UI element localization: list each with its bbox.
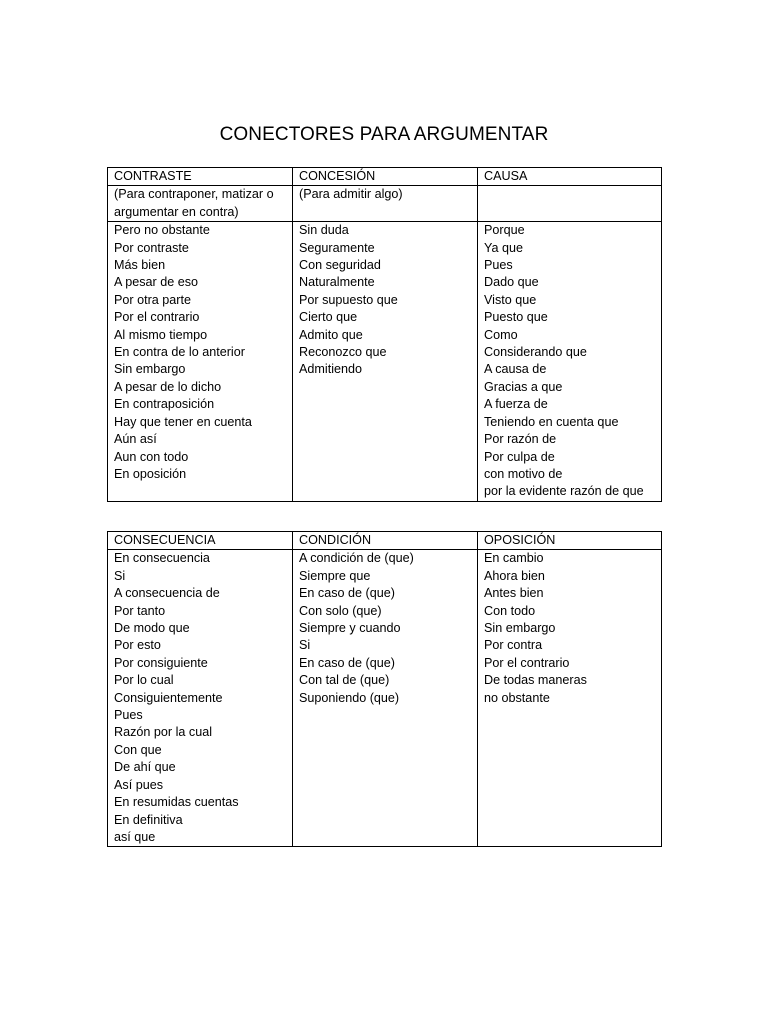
table-body-row xyxy=(108,222,662,502)
list-item: Razón por la cual xyxy=(114,725,213,740)
list-item: Teniendo en cuenta que xyxy=(484,414,619,429)
list-condicion xyxy=(293,550,478,847)
list-item: A fuerza de xyxy=(484,397,548,412)
header-causa: CAUSA xyxy=(478,168,662,186)
note-text: (Para admitir algo) xyxy=(299,187,403,202)
list-item: Por contraste xyxy=(114,240,189,255)
table-body-row xyxy=(108,550,662,847)
header-oposicion: OPOSICIÓN xyxy=(478,532,662,550)
header-concesion: CONCESIÓN xyxy=(293,168,478,186)
list-item: En resumidas cuentas xyxy=(114,795,239,810)
list-item: Aún así xyxy=(114,432,157,447)
list-item: Pues xyxy=(114,708,143,723)
connectors-table-1 xyxy=(107,167,662,502)
connectors-table-2 xyxy=(107,531,662,847)
list-item: Seguramente xyxy=(299,240,375,255)
list-item: Sin duda xyxy=(299,223,349,238)
list-item: A pesar de lo dicho xyxy=(114,379,222,394)
list-item: Hay que tener en cuenta xyxy=(114,414,252,429)
list-item: Con seguridad xyxy=(299,258,381,273)
list-item: por la evidente razón de que xyxy=(484,484,644,499)
list-item: De modo que xyxy=(114,621,190,636)
list-item: Suponiendo (que) xyxy=(299,690,400,705)
note-text: (Para contraponer, matizar o argumentar en contra) xyxy=(114,187,274,219)
list-item: no obstante xyxy=(484,690,550,705)
list-oposicion xyxy=(478,550,662,847)
list-item: Por tanto xyxy=(114,603,166,618)
list-item: Dado que xyxy=(484,275,539,290)
note-contraste xyxy=(108,186,293,222)
list-item: Si xyxy=(114,568,126,583)
list-item: Sin embargo xyxy=(484,621,556,636)
list-item: Pues xyxy=(484,258,513,273)
list-item: A condición de (que) xyxy=(299,551,414,566)
list-item: Por contra xyxy=(484,638,543,653)
list-item: Por el contrario xyxy=(484,655,570,670)
list-item: Si xyxy=(299,638,311,653)
list-item: Gracias a que xyxy=(484,379,563,394)
list-item: En caso de (que) xyxy=(299,586,395,601)
list-item: Más bien xyxy=(114,258,166,273)
table-header-row xyxy=(108,168,662,186)
list-item: A causa de xyxy=(484,362,547,377)
list-item: Con tal de (que) xyxy=(299,673,390,688)
list-causa xyxy=(478,222,662,502)
list-item: Cierto que xyxy=(299,310,358,325)
list-item: Como xyxy=(484,327,518,342)
list-item: Por razón de xyxy=(484,432,557,447)
list-item: En definitiva xyxy=(114,812,183,827)
list-item: Con que xyxy=(114,742,162,757)
list-item: De ahí que xyxy=(114,760,176,775)
list-consecuencia xyxy=(108,550,293,847)
list-item: Por el contrario xyxy=(114,310,200,325)
list-item: Puesto que xyxy=(484,310,548,325)
list-item: De todas maneras xyxy=(484,673,587,688)
list-item: Porque xyxy=(484,223,525,238)
list-item: Admito que xyxy=(299,327,363,342)
list-item: Pero no obstante xyxy=(114,223,210,238)
header-consecuencia: CONSECUENCIA xyxy=(108,532,293,550)
list-item: En consecuencia xyxy=(114,551,210,566)
list-item: Ahora bien xyxy=(484,568,545,583)
list-item: Naturalmente xyxy=(299,275,375,290)
list-item: así que xyxy=(114,829,156,844)
list-item: Visto que xyxy=(484,292,537,307)
list-item: Con todo xyxy=(484,603,536,618)
list-item: Siempre y cuando xyxy=(299,621,401,636)
list-item: En cambio xyxy=(484,551,544,566)
list-item: Siempre que xyxy=(299,568,371,583)
list-item: con motivo de xyxy=(484,466,563,481)
list-item: Con solo (que) xyxy=(299,603,382,618)
list-item: A consecuencia de xyxy=(114,586,220,601)
list-item: Por lo cual xyxy=(114,673,174,688)
header-condicion: CONDICIÓN xyxy=(293,532,478,550)
list-item: En oposición xyxy=(114,466,187,481)
list-concesion xyxy=(293,222,478,502)
page-title: CONECTORES PARA ARGUMENTAR xyxy=(219,124,549,145)
note-concesion xyxy=(293,186,478,222)
list-item: Por esto xyxy=(114,638,161,653)
list-item: En contraposición xyxy=(114,397,215,412)
note-causa xyxy=(478,186,662,222)
list-contraste xyxy=(108,222,293,502)
table-header-row xyxy=(108,532,662,550)
list-item: Por consiguiente xyxy=(114,655,208,670)
list-item: Admitiendo xyxy=(299,362,363,377)
list-item: Aun con todo xyxy=(114,449,189,464)
list-item: Ya que xyxy=(484,240,523,255)
list-item: En caso de (que) xyxy=(299,655,395,670)
list-item: Reconozco que xyxy=(299,345,387,360)
list-item: Por supuesto que xyxy=(299,292,398,307)
list-item: Consiguientemente xyxy=(114,690,223,705)
list-item: En contra de lo anterior xyxy=(114,345,245,360)
table-note-row xyxy=(108,186,662,222)
list-item: Considerando que xyxy=(484,345,587,360)
list-item: Por culpa de xyxy=(484,449,555,464)
list-item: Por otra parte xyxy=(114,292,192,307)
header-contraste: CONTRASTE xyxy=(108,168,293,186)
list-item: Así pues xyxy=(114,777,164,792)
list-item: Sin embargo xyxy=(114,362,186,377)
list-item: A pesar de eso xyxy=(114,275,199,290)
list-item: Al mismo tiempo xyxy=(114,327,208,342)
list-item: Antes bien xyxy=(484,586,544,601)
